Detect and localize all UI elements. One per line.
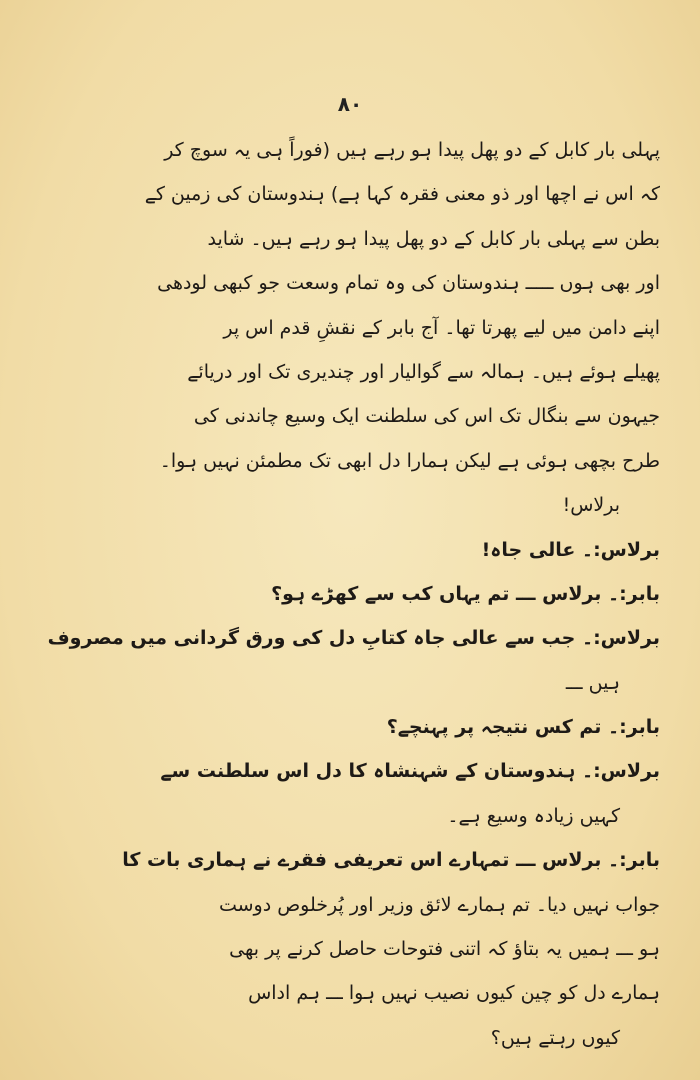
text-line bbox=[40, 883, 660, 927]
text-line bbox=[40, 172, 660, 216]
text-line bbox=[40, 394, 660, 438]
line-text: بطن سے پہلی بار کابل کے دو پھل پیدا ہو رہے ہیں۔ شاید bbox=[207, 227, 660, 250]
page-number: ۸۰ bbox=[337, 92, 363, 116]
text-line bbox=[40, 927, 660, 971]
text-line bbox=[40, 217, 660, 261]
text-line bbox=[40, 971, 660, 1015]
line-text: جواب نہیں دیا۔ تم ہمارے لائق وزیر اور پُرخلوص دوست bbox=[218, 893, 660, 916]
line-text: پھیلے ہوئے ہیں۔ ہمالہ سے گوالیار اور چندیری تک اور دریائے bbox=[187, 360, 660, 383]
text-line bbox=[40, 749, 660, 793]
text-line bbox=[40, 350, 660, 394]
text-line bbox=[40, 572, 660, 616]
line-text: برلاس! bbox=[562, 494, 620, 517]
text-line bbox=[40, 838, 660, 882]
line-text: طرح بچھی ہوئی ہے لیکن ہمارا دل ابھی تک مطمئن نہیں ہوا۔ bbox=[159, 449, 660, 472]
text-line bbox=[40, 483, 660, 527]
line-text: پہلی بار کابل کے دو پھل پیدا ہو رہے ہیں (فوراً ہی یہ سوچ کر bbox=[164, 139, 660, 161]
line-text: کیوں رہتے ہیں؟ bbox=[490, 1026, 620, 1049]
text-line bbox=[40, 616, 660, 660]
text-line bbox=[40, 261, 660, 305]
line-text: ہمارے دل کو چین کیوں نصیب نہیں ہوا ـــ ہم اداس bbox=[248, 982, 660, 1005]
text-line bbox=[40, 661, 660, 705]
line-text: برلاس:۔ عالی جاہ! bbox=[481, 538, 660, 561]
line-text: اپنے دامن میں لیے پھرتا تھا۔ آج بابر کے نقشِ قدم اس پر bbox=[223, 316, 660, 339]
line-text: برلاس:۔ جب سے عالی جاہ کتابِ دل کی ورق گردانی میں مصروف bbox=[47, 627, 660, 650]
line-text: کہ اس نے اچھا اور ذو معنی فقرہ کہا ہے) ہندوستان کی زمین کے bbox=[144, 183, 660, 206]
line-text: بابر:۔ تم کس نتیجہ پر پہنچے؟ bbox=[386, 716, 660, 739]
text-line bbox=[40, 439, 660, 483]
line-text: بابر:۔ برلاس ـــ تم یہاں کب سے کھڑے ہو؟ bbox=[271, 582, 660, 605]
text-line bbox=[40, 705, 660, 749]
line-text: بابر:۔ برلاس ـــ تمہارے اس تعریفی فقرے نے ہماری بات کا bbox=[122, 849, 660, 872]
line-text: برلاس:۔ ہندوستان کے شہنشاہ کا دل اس سلطنت سے bbox=[160, 760, 660, 783]
line-text: کہیں زیادہ وسیع ہے۔ bbox=[447, 804, 620, 827]
line-text: ہیں ـــ bbox=[565, 671, 620, 694]
page-text bbox=[40, 128, 660, 1060]
text-line bbox=[40, 1016, 660, 1060]
text-line bbox=[40, 794, 660, 838]
line-text: جیہون سے بنگال تک اس کی سلطنت ایک وسیع چاندنی کی bbox=[193, 405, 660, 428]
text-line bbox=[40, 306, 660, 350]
line-text: ہو ـــ ہمیں یہ بتاؤ کہ اتنی فتوحات حاصل کرنے پر بھی bbox=[229, 938, 660, 961]
line-text: اور بھی ہوں ـــــ ہندوستان کی وہ تمام وسعت جو کبھی لودھی bbox=[157, 272, 660, 295]
text-line bbox=[40, 128, 660, 172]
text-line bbox=[40, 528, 660, 572]
